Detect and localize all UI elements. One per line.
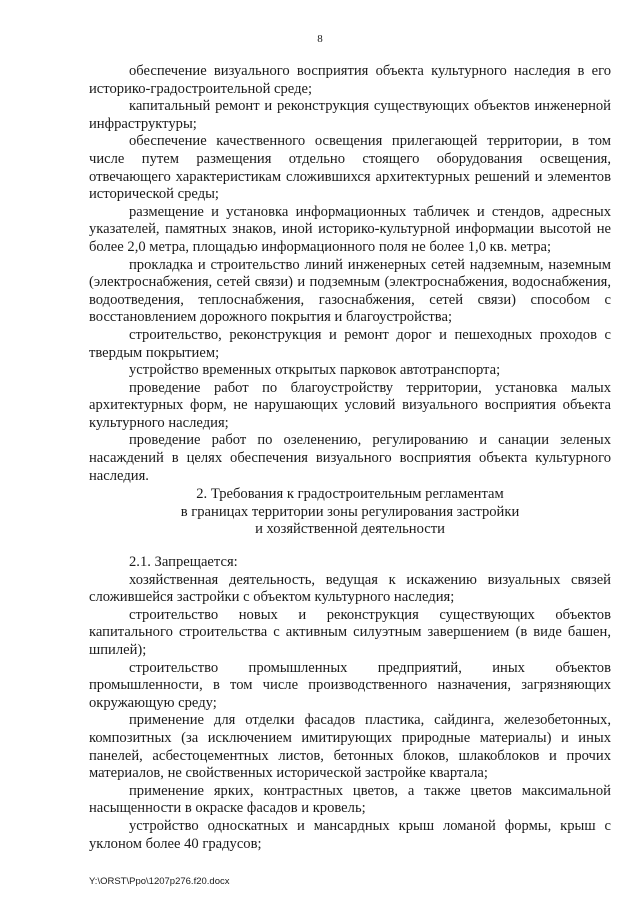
list-item: строительство новых и реконструкция существующих объектов капитального строительства с активным силуэтным завершением (в виде башен, шпилей);	[89, 606, 611, 658]
list-item: применение ярких, контрастных цветов, а также цветов максимальной насыщенности в окраске фасадов и кровель;	[89, 782, 611, 817]
file-path-footer: Y:\ORST\Ppo\1207p276.f20.docx	[89, 876, 230, 887]
list-item: обеспечение визуального восприятия объекта культурного наследия в его историко-градостроительной среде;	[89, 63, 611, 97]
section-heading-line: в границах территории зоны регулирования застройки	[180, 503, 520, 520]
list-item: устройство временных открытых парковок автотранспорта;	[129, 362, 501, 379]
prohibited-list	[89, 554, 611, 853]
list-item: применение для отделки фасадов пластика, сайдинга, железобетонных, композитных (за исключением имитирующих природные материалы) и иных панелей, асбестоцементных листов, бетонных блоков, шлакоблоков и прочих материалов, не свойственных исторической застройке квартала;	[89, 712, 611, 782]
list-item: проведение работ по благоустройству территории, установка малых архитектурных форм, не нарушающих условий визуального восприятия объекта культурного наследия;	[89, 379, 611, 431]
page-number: 8	[317, 33, 323, 45]
list-item: строительство промышленных предприятий, иных объектов промышленности, в том числе производственного назначения, загрязняющих окружающую среду;	[89, 659, 611, 711]
list-item: обеспечение качественного освещения прилегающей территории, в том числе путем размещения отдельно стоящего оборудования освещения, отвечающего характеристикам сложившихся архитектурных решений и элементов исторической среды;	[89, 133, 611, 203]
subsection-title: 2.1. Запрещается:	[129, 554, 238, 570]
section-heading	[89, 486, 611, 539]
list-item: проведение работ по озеленению, регулированию и санации зеленых насаждений в целях обеспечения визуального восприятия объекта культурного наследия.	[89, 432, 611, 484]
section-heading-line: 2. Требования к градостроительным регламентам	[196, 486, 504, 502]
list-item: прокладка и строительство линий инженерных сетей надземным, наземным (электроснабжения, сетей связи) и подземным (электроснабжения, водоснабжения, водоотведения, теплоснабжения, газоснабжения, сетей связи) способом с восстановлением дорожного покрытия и благоустройства;	[89, 256, 611, 326]
list-item: размещение и установка информационных табличек и стендов, адресных указателей, памятных знаков, иной историко-культурной информации высотой не более 2,0 метра, площадью информационного поля не более 1,0 кв. метра;	[89, 203, 611, 255]
list-item: капитальный ремонт и реконструкция существующих объектов инженерной инфраструктуры;	[89, 98, 611, 132]
list-item: хозяйственная деятельность, ведущая к искажению визуальных связей сложившейся застройки с объектом культурного наследия;	[89, 571, 611, 606]
section-heading-line: и хозяйственной деятельности	[255, 521, 445, 538]
list-item: строительство, реконструкция и ремонт дорог и пешеходных проходов с твердым покрытием;	[89, 326, 611, 361]
permitted-list	[89, 63, 611, 485]
list-item: устройство односкатных и мансардных крыш ломаной формы, крыш с уклоном более 40 градусов;	[89, 817, 611, 852]
